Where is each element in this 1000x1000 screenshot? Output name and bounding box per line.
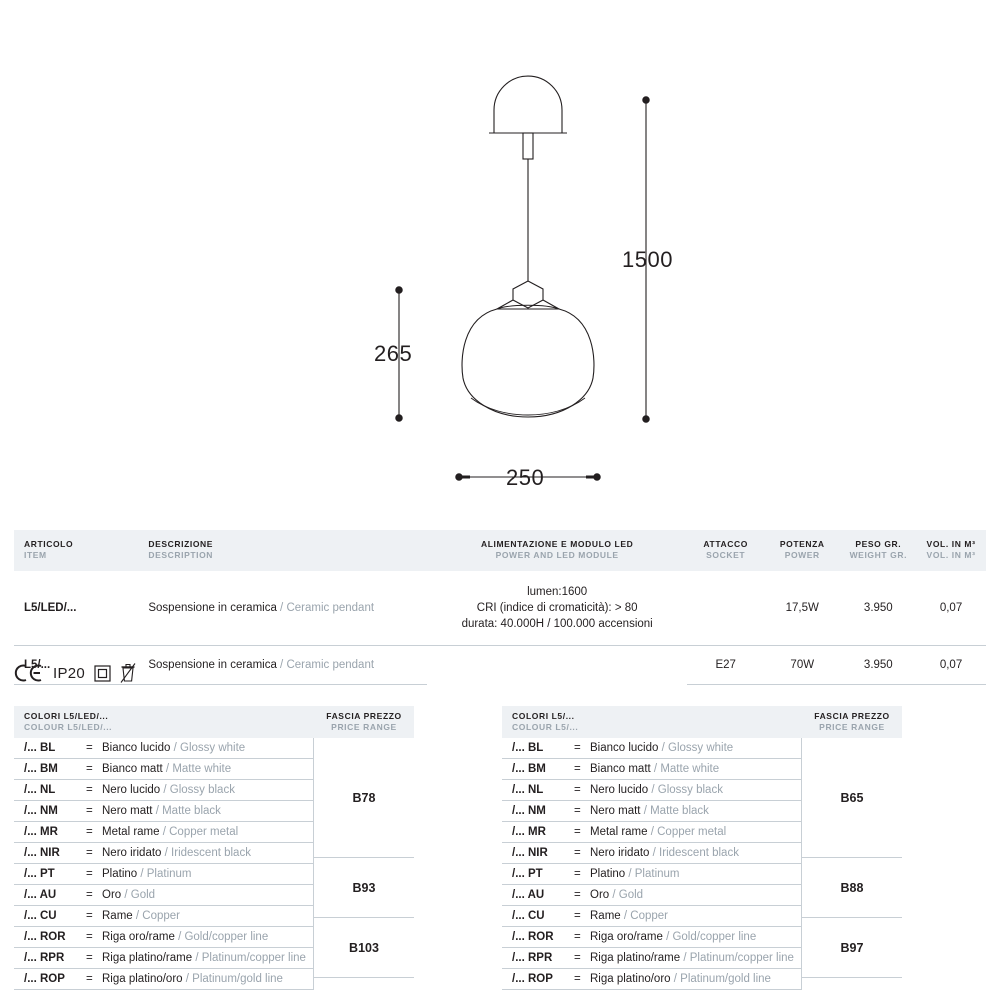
price-range-column: [801, 738, 902, 990]
table-row: [14, 571, 986, 646]
list-item: /... RPR = Riga platino/rame / Platinum/copper line: [14, 948, 313, 969]
price-badge: B93: [314, 858, 414, 918]
list-item: /... NL = Nero lucido / Glossy black: [14, 780, 313, 801]
list-item: /... AU = Oro / Gold: [14, 885, 313, 906]
weee-crossed-bin-icon: [120, 662, 136, 684]
cell-item: L5/...: [14, 646, 138, 685]
price-range-column: [313, 738, 414, 990]
specification-table-body: [14, 571, 986, 685]
cell-led-module: [427, 646, 688, 685]
class-two-icon: [94, 665, 111, 682]
colour-table-body: [14, 738, 414, 990]
colour-table-standard: [502, 706, 902, 990]
cell-volume: 0,07: [916, 646, 986, 685]
width-dimension-label: 250: [506, 465, 545, 490]
cell-item: L5/LED/...: [14, 571, 138, 646]
list-item: /... NM = Nero matt / Matte black: [14, 801, 313, 822]
list-item: /... CU = Rame / Copper: [502, 906, 801, 927]
col-power-led-module: ALIMENTAZIONE E MODULO LED POWER AND LED MODULE: [427, 530, 688, 571]
list-item: /... ROP = Riga platino/oro / Platinum/gold line: [502, 969, 801, 990]
price-badge: B97: [802, 918, 902, 978]
list-item: /... BL = Bianco lucido / Glossy white: [502, 738, 801, 759]
list-item: /... AU = Oro / Gold: [502, 885, 801, 906]
cell-description: Sospensione in ceramica / Ceramic pendant: [138, 646, 427, 685]
specification-table: [14, 530, 986, 685]
colour-column-header: COLORI L5/LED/... COLOUR L5/LED/...: [24, 710, 113, 732]
col-power: POTENZA POWER: [764, 530, 841, 571]
col-socket: ATTACCO SOCKET: [687, 530, 764, 571]
list-item: /... NIR = Nero iridato / Iridescent black: [14, 843, 313, 864]
list-item: /... PT = Platino / Platinum: [502, 864, 801, 885]
cell-power: 17,5W: [764, 571, 841, 646]
list-item: /... NM = Nero matt / Matte black: [502, 801, 801, 822]
ce-marking-icon: [14, 663, 44, 683]
list-item: /... CU = Rame / Copper: [14, 906, 313, 927]
list-item: /... ROP = Riga platino/oro / Platinum/gold line: [14, 969, 313, 990]
colour-table-led: [14, 706, 414, 990]
led-lumen: lumen:1600: [527, 585, 588, 598]
cell-weight: 3.950: [841, 571, 917, 646]
col-weight: PESO GR. WEIGHT GR.: [841, 530, 917, 571]
price-badge: B103: [314, 918, 414, 978]
cell-description: Sospensione in ceramica / Ceramic pendant: [138, 571, 427, 646]
col-volume: VOL. IN M³ VOL. IN M³: [916, 530, 986, 571]
list-item: /... BM = Bianco matt / Matte white: [14, 759, 313, 780]
led-lifetime: durata: 40.000H / 100.000 accensioni: [461, 618, 653, 631]
price-badge: B88: [802, 858, 902, 918]
price-column-header: FASCIA PREZZO PRICE RANGE: [814, 710, 890, 732]
led-cri: CRI (indice di cromaticità): > 80: [476, 602, 638, 615]
colour-table-header: [502, 706, 902, 738]
list-item: /... ROR = Riga oro/rame / Gold/copper line: [502, 927, 801, 948]
cell-weight: 3.950: [841, 646, 917, 685]
cell-socket: [687, 571, 764, 646]
price-badge: B78: [314, 738, 414, 858]
table-header-row: [14, 530, 986, 571]
cell-volume: 0,07: [916, 571, 986, 646]
colour-rows: [502, 738, 801, 990]
cell-power: 70W: [764, 646, 841, 685]
col-item: ARTICOLO ITEM: [14, 530, 138, 571]
cell-led-module: [427, 571, 688, 646]
colour-column-header: COLORI L5/... COLOUR L5/...: [512, 710, 579, 732]
cell-socket: E27: [687, 646, 764, 685]
price-column-header: FASCIA PREZZO PRICE RANGE: [326, 710, 402, 732]
list-item: /... RPR = Riga platino/rame / Platinum/copper line: [502, 948, 801, 969]
list-item: /... BM = Bianco matt / Matte white: [502, 759, 801, 780]
specification-table-head: [14, 530, 986, 571]
shade-height-dimension-label: 265: [374, 341, 413, 366]
price-badge: B65: [802, 738, 902, 858]
col-description: DESCRIZIONE DESCRIPTION: [138, 530, 427, 571]
colour-table-body: [502, 738, 902, 990]
certification-icons: [14, 660, 136, 686]
list-item: /... NIR = Nero iridato / Iridescent black: [502, 843, 801, 864]
height-dimension-label: 1500: [622, 247, 673, 272]
list-item: /... MR = Metal rame / Copper metal: [14, 822, 313, 843]
list-item: /... NL = Nero lucido / Glossy black: [502, 780, 801, 801]
colour-table-header: [14, 706, 414, 738]
list-item: /... BL = Bianco lucido / Glossy white: [14, 738, 313, 759]
colour-rows: [14, 738, 313, 990]
ip-rating-label: IP20: [53, 664, 86, 682]
list-item: /... MR = Metal rame / Copper metal: [502, 822, 801, 843]
list-item: /... PT = Platino / Platinum: [14, 864, 313, 885]
table-row: [14, 646, 986, 685]
list-item: /... ROR = Riga oro/rame / Gold/copper line: [14, 927, 313, 948]
